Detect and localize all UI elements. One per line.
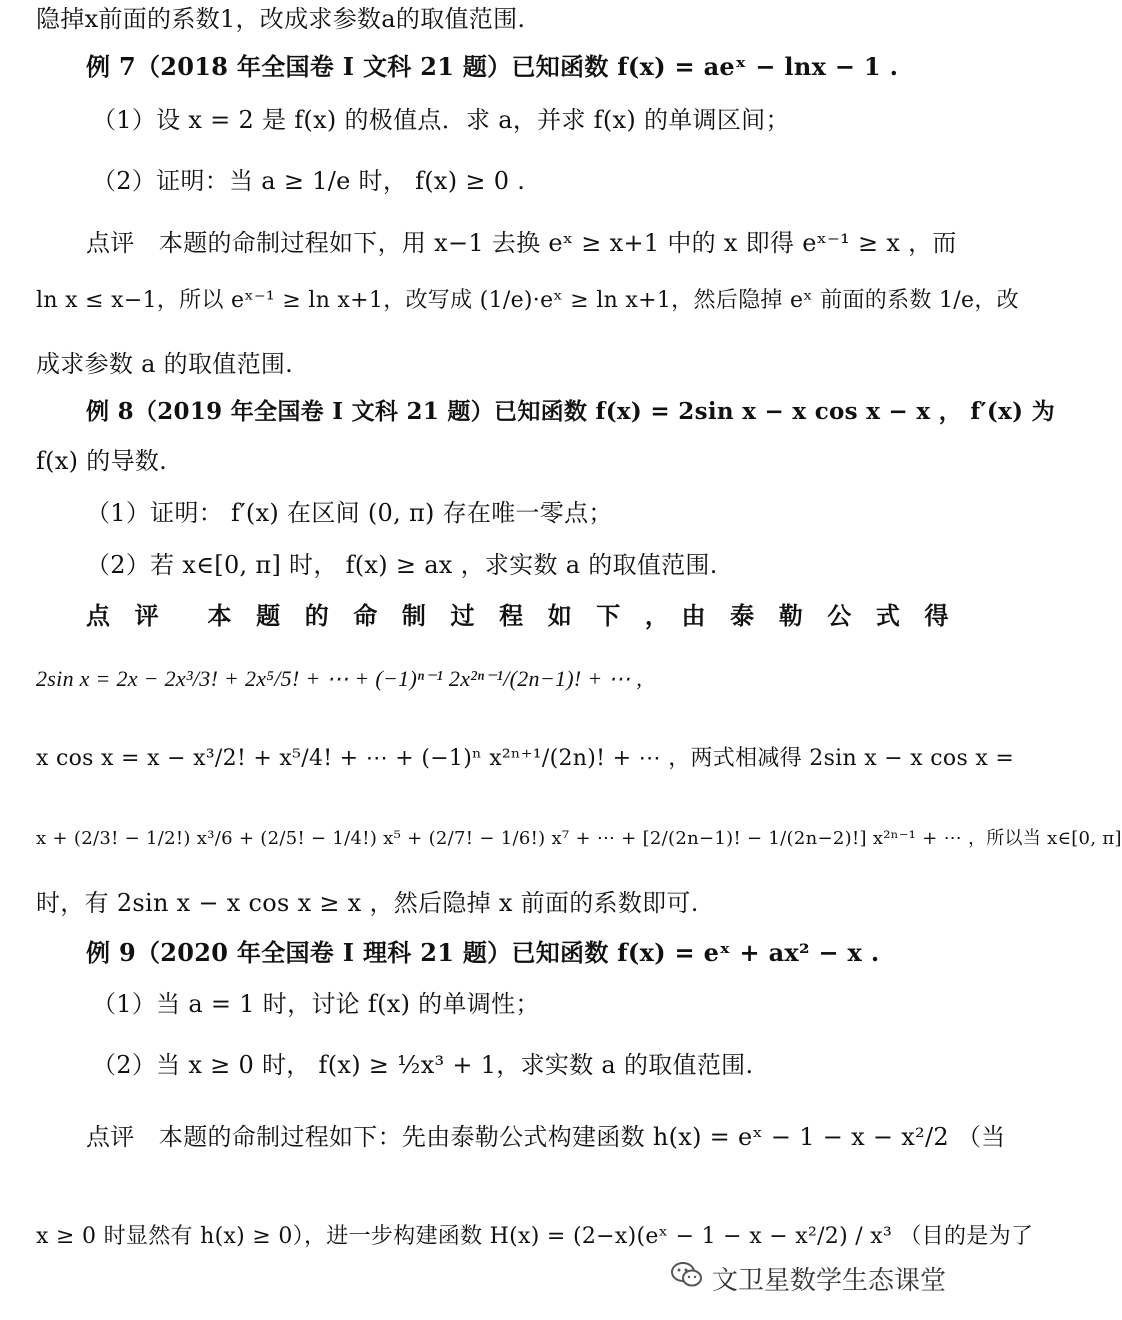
example-9-part-1: （1）当 a = 1 时，讨论 f(x) 的单调性；	[92, 990, 540, 1018]
comment-7-line-3: 成求参数 a 的取值范围.	[36, 350, 294, 378]
taylor-cos-line: x cos x = x − x³/2! + x⁵/4! + ⋯ + (−1)ⁿ x²ⁿ⁺¹/(2n)! + ⋯ ，两式相减得 2sin x − x cos x =	[36, 746, 1015, 771]
example-8-line-2: f(x) 的导数.	[36, 447, 168, 475]
text-line-1: 隐掉x前面的系数1，改成求参数a的取值范围.	[36, 5, 526, 33]
comment-9-line-2: x ≥ 0 时显然有 h(x) ≥ 0），进一步构建函数 H(x) = (2−x)(eˣ − 1 − x − x²/2) / x³ （目的是为了	[36, 1224, 1034, 1249]
comment-8-line-1: 点 评 本 题 的 命 制 过 程 如 下 ， 由 泰 勒 公 式 得	[86, 601, 949, 630]
example-9-part-2: （2）当 x ≥ 0 时， f(x) ≥ ½x³ + 1，求实数 a 的取值范围.	[92, 1051, 754, 1079]
example-9-heading: 例 9（2020 年全国卷 I 理科 21 题）已知函数 f(x) = eˣ + ax² − x .	[86, 938, 880, 967]
example-7-heading: 例 7（2018 年全国卷 I 文科 21 题）已知函数 f(x) = aeˣ − lnx − 1 .	[86, 52, 899, 81]
watermark-text: 文卫星数学生态课堂	[711, 1266, 946, 1296]
difference-series-line: x + (2/3! − 1/2!) x³/6 + (2/5! − 1/4!) x⁵ + (2/7! − 1/6!) x⁷ + ⋯ + [2/(2n−1)! − 1/(2n−2)!] x²ⁿ⁻¹ + ⋯ ，所以当 x∈[0, π]	[36, 828, 1122, 849]
example-8-part-1: （1）证明： f′(x) 在区间 (0, π) 存在唯一零点；	[86, 499, 613, 527]
example-8-heading: 例 8（2019 年全国卷 I 文科 21 题）已知函数 f(x) = 2sin x − x cos x − x ， f′(x) 为	[86, 398, 1055, 425]
taylor-sin-line: 2sin x = 2x − 2x³/3! + 2x⁵/5! + ⋯ + (−1)ⁿ⁻¹ 2x²ⁿ⁻¹/(2n−1)! + ⋯ ,	[36, 666, 643, 691]
example-8-part-2: （2）若 x∈[0, π] 时， f(x) ≥ ax ，求实数 a 的取值范围.	[86, 551, 718, 579]
comment-7-line-1: 点评 本题的命制过程如下，用 x−1 去换 eˣ ≥ x+1 中的 x 即得 eˣ⁻¹ ≥ x ，而	[86, 229, 957, 257]
comment-8-conclusion: 时，有 2sin x − x cos x ≥ x ，然后隐掉 x 前面的系数即可.	[36, 889, 699, 917]
watermark	[670, 1260, 946, 1297]
example-7-part-2: （2）证明：当 a ≥ 1/e 时， f(x) ≥ 0 .	[92, 167, 526, 195]
comment-9-line-1: 点评 本题的命制过程如下：先由泰勒公式构建函数 h(x) = eˣ − 1 − x − x²/2 （当	[86, 1123, 1006, 1151]
wechat-icon	[670, 1260, 704, 1297]
comment-7-line-2: ln x ≤ x−1，所以 eˣ⁻¹ ≥ ln x+1，改写成 (1/e)·eˣ ≥ ln x+1，然后隐掉 eˣ 前面的系数 1/e，改	[36, 288, 1019, 313]
example-7-part-1: （1）设 x = 2 是 f(x) 的极值点．求 a，并求 f(x) 的单调区间；	[92, 106, 790, 134]
